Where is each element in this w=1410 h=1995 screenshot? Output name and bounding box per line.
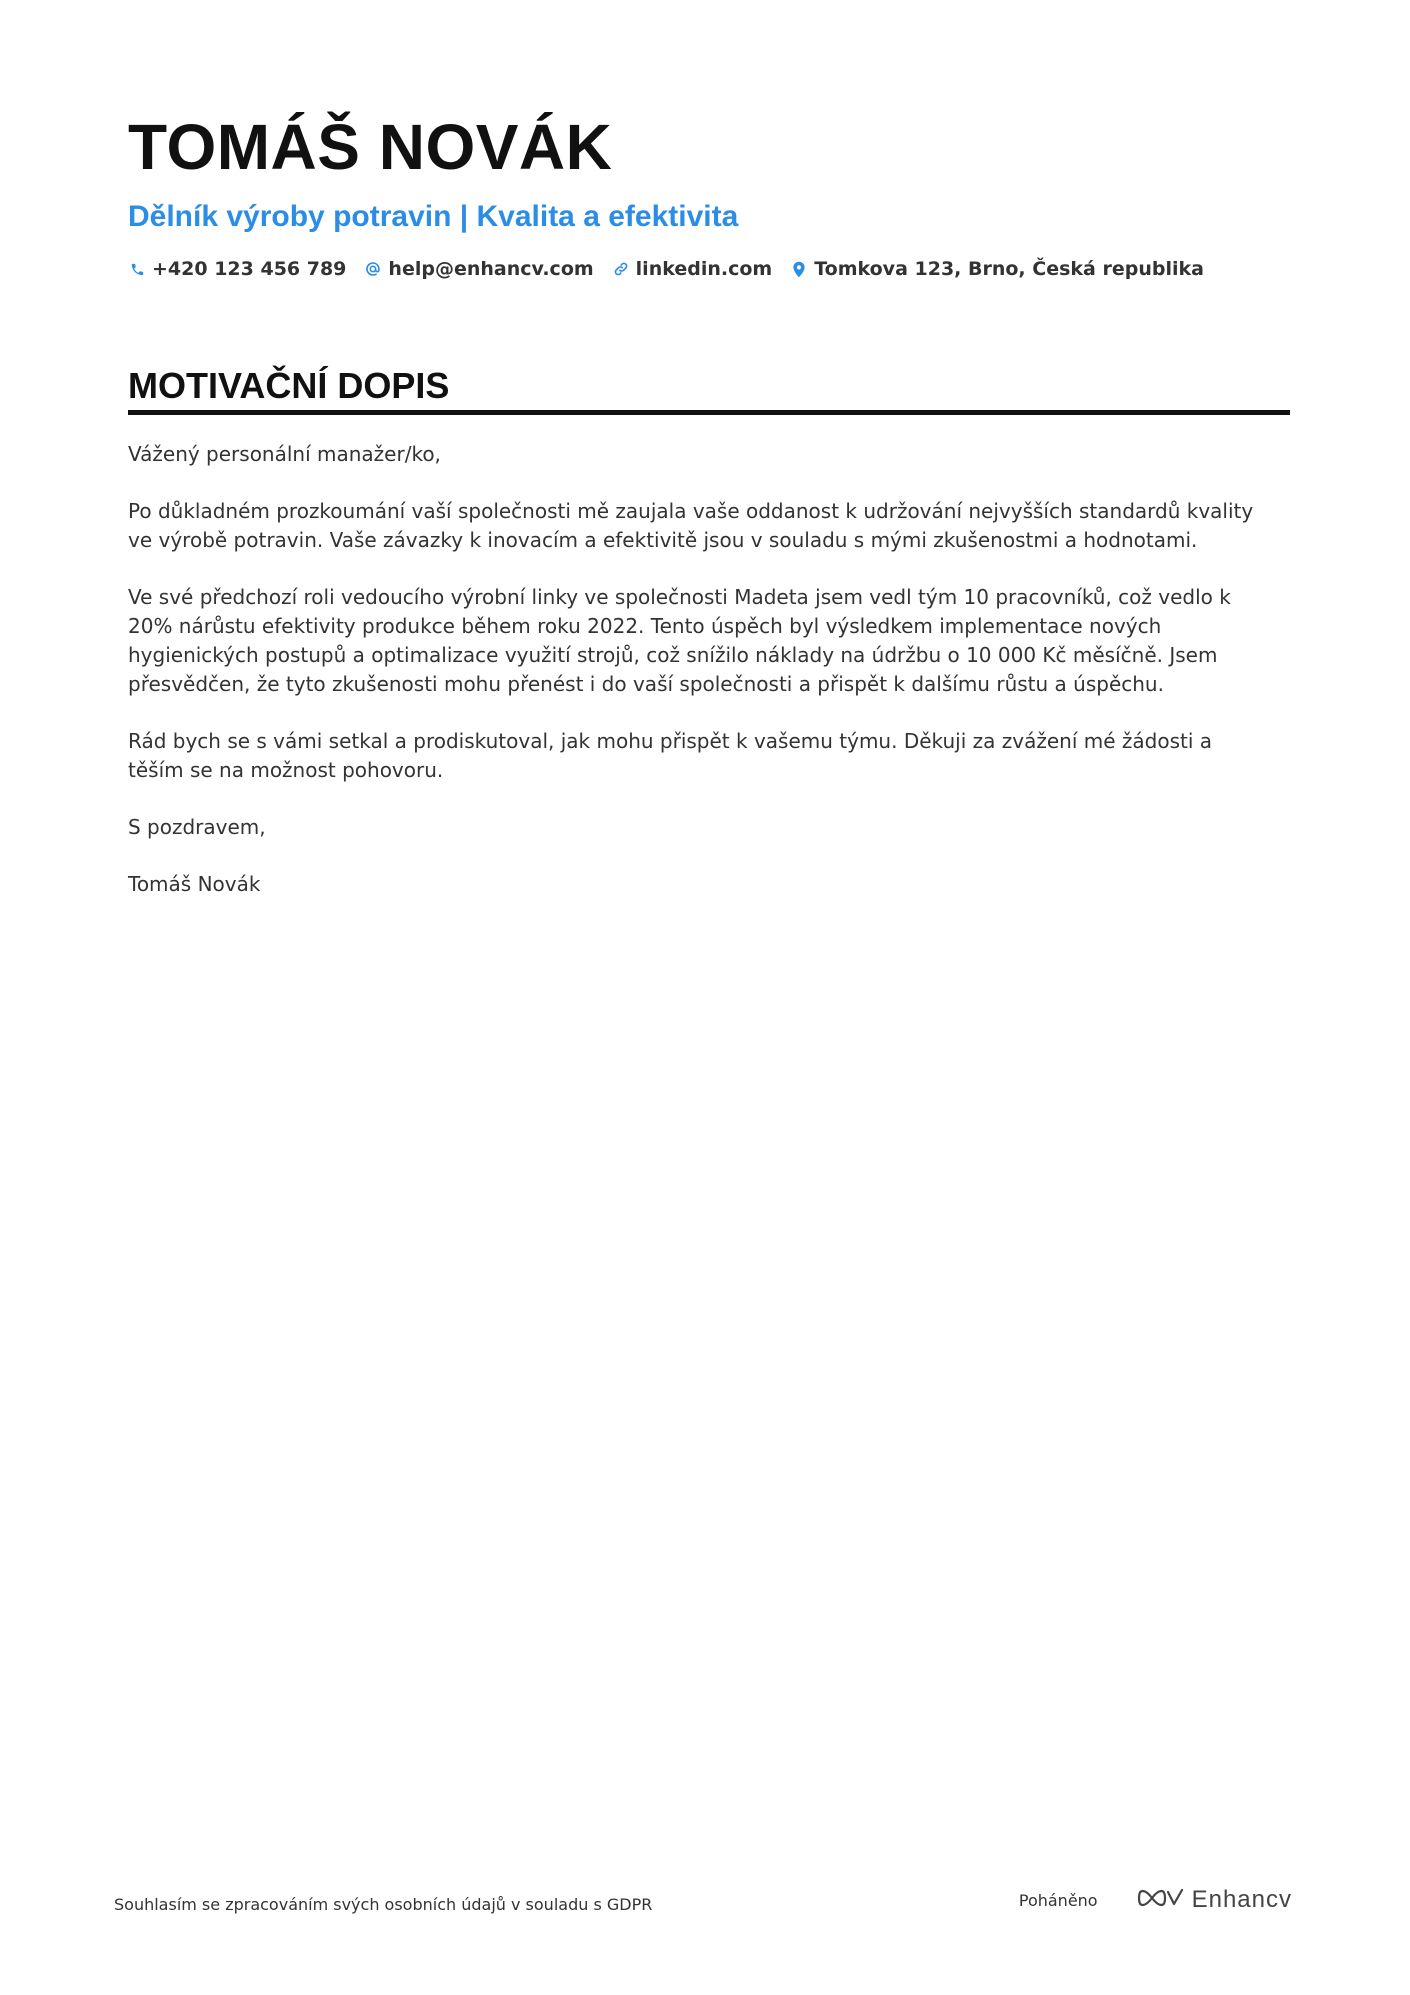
contact-email-text: help@enhancv.com: [388, 258, 594, 280]
link-icon: [612, 260, 630, 278]
letter-paragraph: Po důkladném prozkoumání vaší společnosti mě zaujala vaše oddanost k udržování nejvyšších standardů kvality ve výrobě potravin. Vaše závazky k inovacím a efektivitě jsou v souladu s mými zkušenostmi a hodnotami.: [128, 499, 1254, 552]
contact-phone[interactable]: [128, 258, 346, 280]
cover-letter-section: [128, 364, 1290, 415]
powered-by-label: Poháněno: [1018, 1890, 1098, 1910]
at-icon: [364, 260, 382, 278]
letter-greeting: Vážený personální manažer/ko,: [128, 442, 441, 466]
candidate-name: TOMÁŠ NOVÁK: [128, 111, 613, 183]
letter-closing: S pozdravem,: [128, 815, 266, 839]
location-pin-icon: [790, 260, 808, 278]
enhancv-logo-text: Enhancv: [1191, 1886, 1292, 1913]
job-title: Dělník výroby potravin | Kvalita a efektivita: [128, 200, 739, 233]
letter-paragraph: Rád bych se s vámi setkal a prodiskutoval, jak mohu přispět k vašemu týmu. Děkuji za zvážení mé žádosti a těším se na možnost pohovoru.: [128, 729, 1212, 782]
contact-linkedin[interactable]: [612, 258, 773, 280]
contact-email[interactable]: [364, 258, 593, 280]
header: [128, 108, 1288, 280]
gdpr-consent: Souhlasím se zpracováním svých osobních údajů v souladu s GDPR: [114, 1895, 653, 1914]
phone-icon: [128, 260, 146, 278]
contact-linkedin-text: linkedin.com: [635, 258, 773, 280]
contact-address-text: Tomkova 123, Brno, Česká republika: [814, 258, 1204, 280]
enhancv-logo[interactable]: [1138, 1886, 1292, 1914]
section-title: MOTIVAČNÍ DOPIS: [128, 365, 450, 406]
letter-paragraph: Ve své předchozí roli vedoucího výrobní linky ve společnosti Madeta jsem vedl tým 10 pracovníků, což vedlo k 20% nárůstu efektivity produkce během roku 2022. Tento úspěch byl výsledkem implementace nových hygienických postupů a optimalizace využití strojů, což snížilo náklady na údržbu o 10 000 Kč měsíčně. Jsem přesvědčen, že tyto zkušenosti mohu přenést i do vaší společnosti a přispět k dalšímu růstu a úspěchu.: [128, 585, 1231, 696]
letter-signature: Tomáš Novák: [128, 872, 261, 896]
contact-phone-text: +420 123 456 789: [152, 258, 347, 280]
contact-address: [790, 258, 1204, 280]
contact-bar: [128, 258, 1288, 280]
letter-body: [128, 440, 1268, 927]
section-divider: [128, 410, 1290, 415]
powered-by: [1019, 1886, 1292, 1914]
enhancv-logo-icon: [1138, 1886, 1184, 1914]
